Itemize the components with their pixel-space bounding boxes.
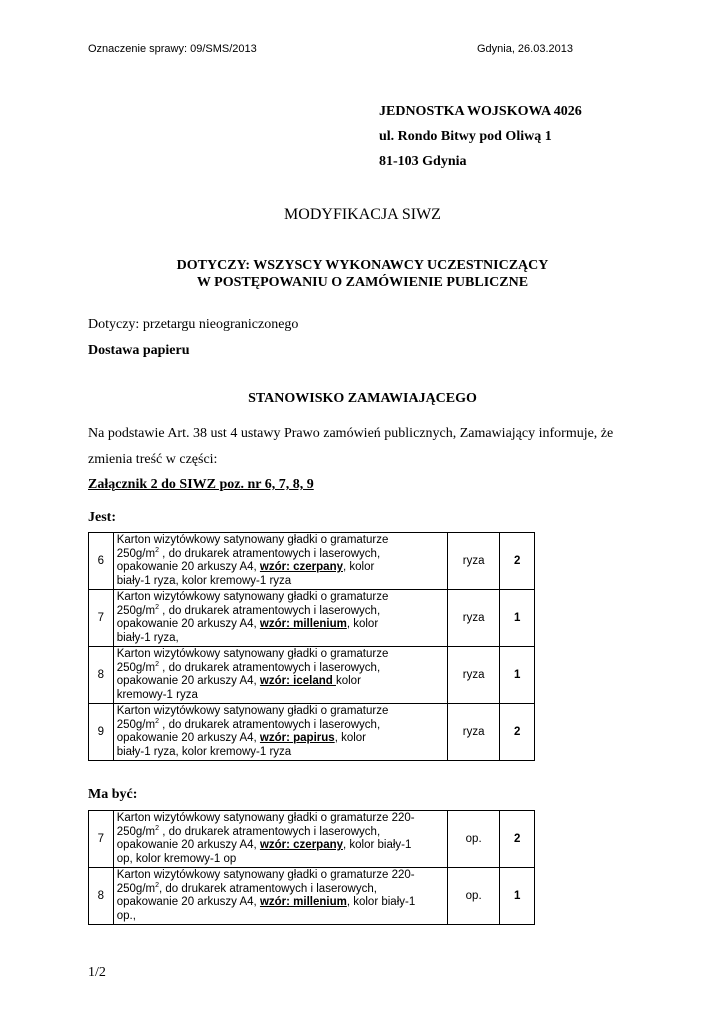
- item-description: Karton wizytówkowy satynowany gładki o gramaturze $250g/m^2$ , do drukarek atramentowych i laserowych, opakowanie 20 arkuszy A4, wzór: czerpany, kolor biały-1 ryza, kolor kremowy-1 ryza: [113, 533, 447, 590]
- case-reference: Oznaczenie sprawy: 09/SMS/2013: [88, 43, 257, 55]
- addressee-line-1: JEDNOSTKA WOJSKOWA 4026: [379, 104, 582, 119]
- table-row: [89, 704, 535, 761]
- intro-line-2: zmienia treść w części:: [88, 452, 218, 467]
- table-row: [89, 590, 535, 647]
- item-unit: ryza: [447, 704, 500, 761]
- item-quantity: 1: [500, 647, 535, 704]
- attachment-reference: Załącznik 2 do SIWZ poz. nr 6, 7, 8, 9: [88, 477, 314, 492]
- item-unit: ryza: [447, 647, 500, 704]
- item-description: Karton wizytówkowy satynowany gładki o gramaturze $250g/m^2$ , do drukarek atramentowych i laserowych, opakowanie 20 arkuszy A4, wzór: papirus, kolor biały-1 ryza, kolor kremowy-1 ryza: [113, 704, 447, 761]
- table-row: [89, 868, 535, 925]
- concerns-line-2: W POSTĘPOWANIU O ZAMÓWIENIE PUBLICZNE: [196, 275, 529, 290]
- page-number: 1/2: [88, 965, 106, 980]
- concerns-line-1: DOTYCZY: WSZYSCY WYKONAWCY UCZESTNICZĄCY: [176, 258, 549, 273]
- should-be-label: Ma być:: [88, 787, 138, 802]
- item-description: Karton wizytówkowy satynowany gładki o gramaturze 220- $250g/m^2$, do drukarek atramentowych i laserowych, opakowanie 20 arkuszy A4, wzór: millenium, kolor biały-1 op.,: [113, 868, 447, 925]
- item-unit: ryza: [447, 533, 500, 590]
- item-quantity: 2: [500, 811, 535, 868]
- table-row: [89, 533, 535, 590]
- item-unit: op.: [447, 868, 499, 925]
- pattern-name: wzór: czerpany: [259, 839, 344, 851]
- tender-type: Dotyczy: przetargu nieograniczonego: [88, 317, 299, 332]
- subject: Dostawa papieru: [88, 343, 190, 358]
- item-number: 8: [89, 868, 114, 925]
- item-description: Karton wizytówkowy satynowany gładki o gramaturze 220- $250g/m^2$ , do drukarek atramentowych i laserowych, opakowanie 20 arkuszy A4, wzór: czerpany, kolor biały-1 op, kolor kremowy-1 op: [113, 811, 447, 868]
- intro-line-1: Na podstawie Art. 38 ust 4 ustawy Prawo zamówień publicznych, Zamawiający informuje, że: [88, 426, 614, 441]
- place-and-date: Gdynia, 26.03.2013: [476, 43, 573, 55]
- item-quantity: 2: [500, 533, 535, 590]
- pattern-name: wzór: papirus: [259, 732, 335, 744]
- pattern-name: wzór: iceland: [259, 675, 336, 687]
- item-number: 8: [89, 647, 114, 704]
- table-row: [89, 811, 535, 868]
- item-number: 6: [89, 533, 114, 590]
- pattern-name: wzór: millenium: [259, 896, 347, 908]
- item-quantity: 2: [500, 704, 535, 761]
- item-unit: ryza: [447, 590, 500, 647]
- is-label: Jest:: [88, 510, 116, 525]
- item-unit: op.: [447, 811, 499, 868]
- item-quantity: 1: [500, 590, 535, 647]
- item-description: Karton wizytówkowy satynowany gładki o gramaturze $250g/m^2$ , do drukarek atramentowych i laserowych, opakowanie 20 arkuszy A4, wzór: iceland kolor kremowy-1 ryza: [113, 647, 447, 704]
- item-description: Karton wizytówkowy satynowany gładki o gramaturze $250g/m^2$ , do drukarek atramentowych i laserowych, opakowanie 20 arkuszy A4, wzór: millenium, kolor biały-1 ryza,: [113, 590, 447, 647]
- item-number: 9: [89, 704, 114, 761]
- document-title: MODYFIKACJA SIWZ: [284, 206, 441, 223]
- current-items-table: [88, 532, 535, 761]
- addressee-line-2: ul. Rondo Bitwy pod Oliwą 1: [379, 129, 552, 144]
- table-row: [89, 647, 535, 704]
- item-quantity: 1: [500, 868, 535, 925]
- section-title: STANOWISKO ZAMAWIAJĄCEGO: [248, 391, 477, 406]
- pattern-name: wzór: czerpany: [259, 561, 343, 573]
- pattern-name: wzór: millenium: [259, 618, 347, 630]
- modified-items-table: [88, 810, 535, 925]
- item-number: 7: [89, 811, 114, 868]
- addressee-line-3: 81-103 Gdynia: [379, 154, 467, 169]
- item-number: 7: [89, 590, 114, 647]
